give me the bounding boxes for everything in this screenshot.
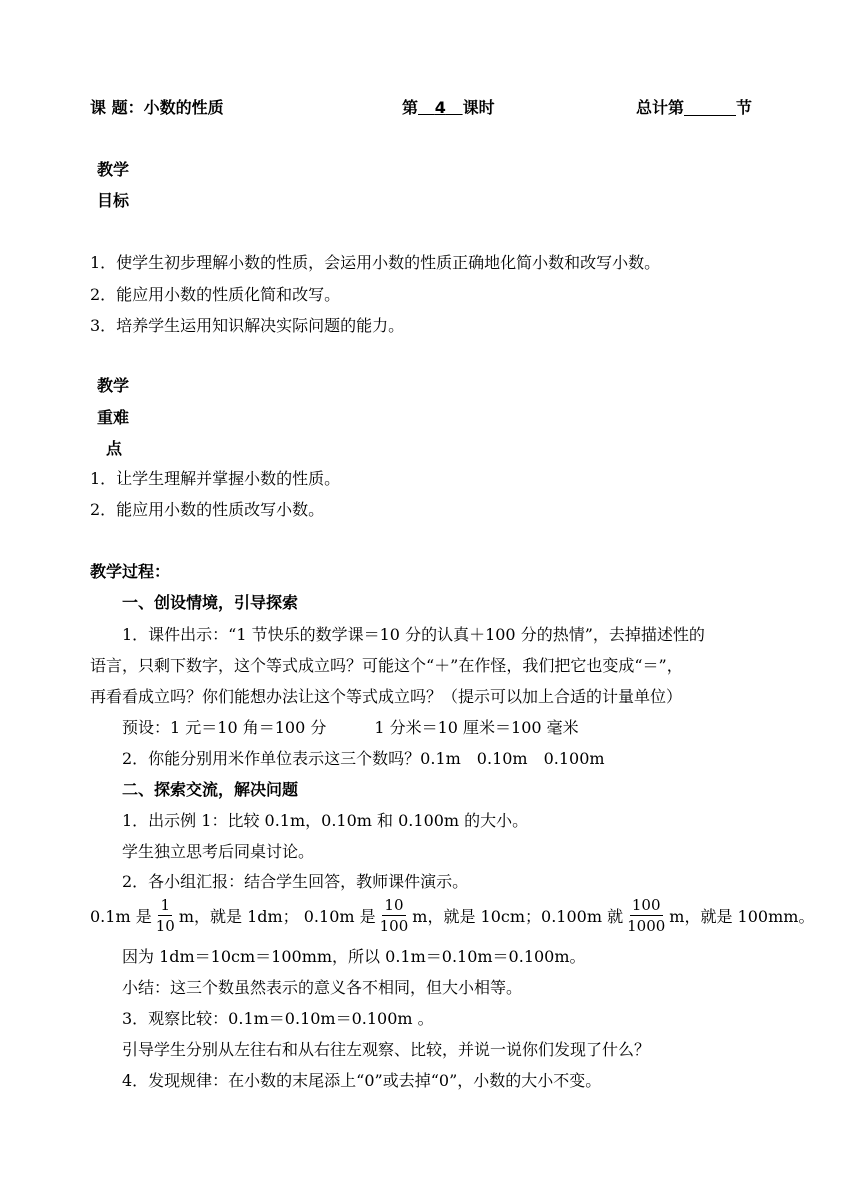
objective-item: 3．培养学生运用知识解决实际问题的能力。 — [90, 316, 405, 335]
lesson-number: 4 — [434, 98, 446, 117]
total-suffix: 节 — [736, 98, 753, 117]
section-1-title: 一、创设情境，引导探索 — [122, 593, 299, 612]
paragraph-line: 1．出示例 1：比较 0.1m，0.10m 和 0.100m 的大小。 — [122, 811, 529, 830]
fraction: $\frac{1}{10}$ — [155, 895, 175, 935]
lesson-suffix: 课时 — [462, 98, 495, 117]
paragraph-line: 3．观察比较：0.1m＝0.10m＝0.100m 。 — [122, 1009, 434, 1028]
objective-item: 1．使学生初步理解小数的性质，会运用小数的性质正确地化简小数和改写小数。 — [90, 253, 661, 272]
paragraph-line: 学生独立思考后同桌讨论。 — [122, 842, 315, 861]
total-lessons-label — [636, 95, 752, 118]
objectives-label-1: 教学 — [97, 160, 130, 179]
total-blank — [684, 101, 736, 116]
fraction-text: m，就是 10cm；0.100m 就 — [412, 906, 624, 926]
fraction-text: 0.1m 是 — [90, 906, 152, 926]
section-2-title: 二、探索交流，解决问题 — [122, 780, 299, 799]
paragraph-line: 4．发现规律：在小数的末尾添上“0”或去掉“0”，小数的大小不变。 — [122, 1071, 602, 1090]
paragraph-line: 因为 1dm＝10cm＝100mm，所以 0.1m＝0.10m＝0.100m。 — [122, 947, 586, 966]
keypoints-label-2: 重难 — [97, 408, 130, 427]
fraction: $\frac{10}{100}$ — [379, 895, 409, 935]
keypoints-label-3: 点 — [106, 439, 123, 458]
objectives-label-2: 目标 — [97, 191, 130, 210]
paragraph-line: 2．你能分别用米作单位表示这三个数吗？0.1m 0.10m 0.100m — [122, 749, 605, 768]
preset-line: 预设：1 元＝10 角＝100 分 1 分米＝10 厘米＝100 毫米 — [122, 718, 579, 737]
paragraph-line: 语言，只剩下数字，这个等式成立吗？可能这个“＋”在作怪，我们把它也变成“＝”， — [90, 656, 683, 675]
paragraph-line: 引导学生分别从左往右和从右往左观察、比较，并说一说你们发现了什么？ — [122, 1040, 651, 1059]
paragraph-line: 1．课件出示：“1 节快乐的数学课＝10 分的认真＋100 分的热情”，去掉描述性的 — [122, 625, 705, 644]
lesson-number-label — [402, 95, 495, 118]
keypoint-item: 1．让学生理解并掌握小数的性质。 — [90, 469, 341, 488]
lesson-topic: 课 题：小数的性质 — [90, 98, 224, 117]
fraction: $\frac{100}{1000}$ — [627, 895, 666, 935]
objective-item: 2．能应用小数的性质化简和改写。 — [90, 285, 341, 304]
process-title: 教学过程： — [90, 562, 171, 581]
fraction-text: m，就是 1dm； 0.10m 是 — [178, 906, 376, 926]
fraction-line — [90, 892, 814, 938]
keypoints-label-1: 教学 — [97, 376, 130, 395]
keypoint-item: 2．能应用小数的性质改写小数。 — [90, 500, 325, 519]
fraction-text: m，就是 100mm。 — [669, 906, 815, 926]
paragraph-line: 再看看成立吗？你们能想办法让这个等式成立吗？（提示可以加上合适的计量单位） — [90, 687, 683, 706]
total-prefix: 总计第 — [636, 98, 685, 117]
lesson-prefix: 第 — [402, 98, 419, 117]
paragraph-line: 小结：这三个数虽然表示的意义各不相同，但大小相等。 — [122, 978, 523, 997]
paragraph-line: 2．各小组汇报：结合学生回答，教师课件演示。 — [122, 872, 469, 891]
